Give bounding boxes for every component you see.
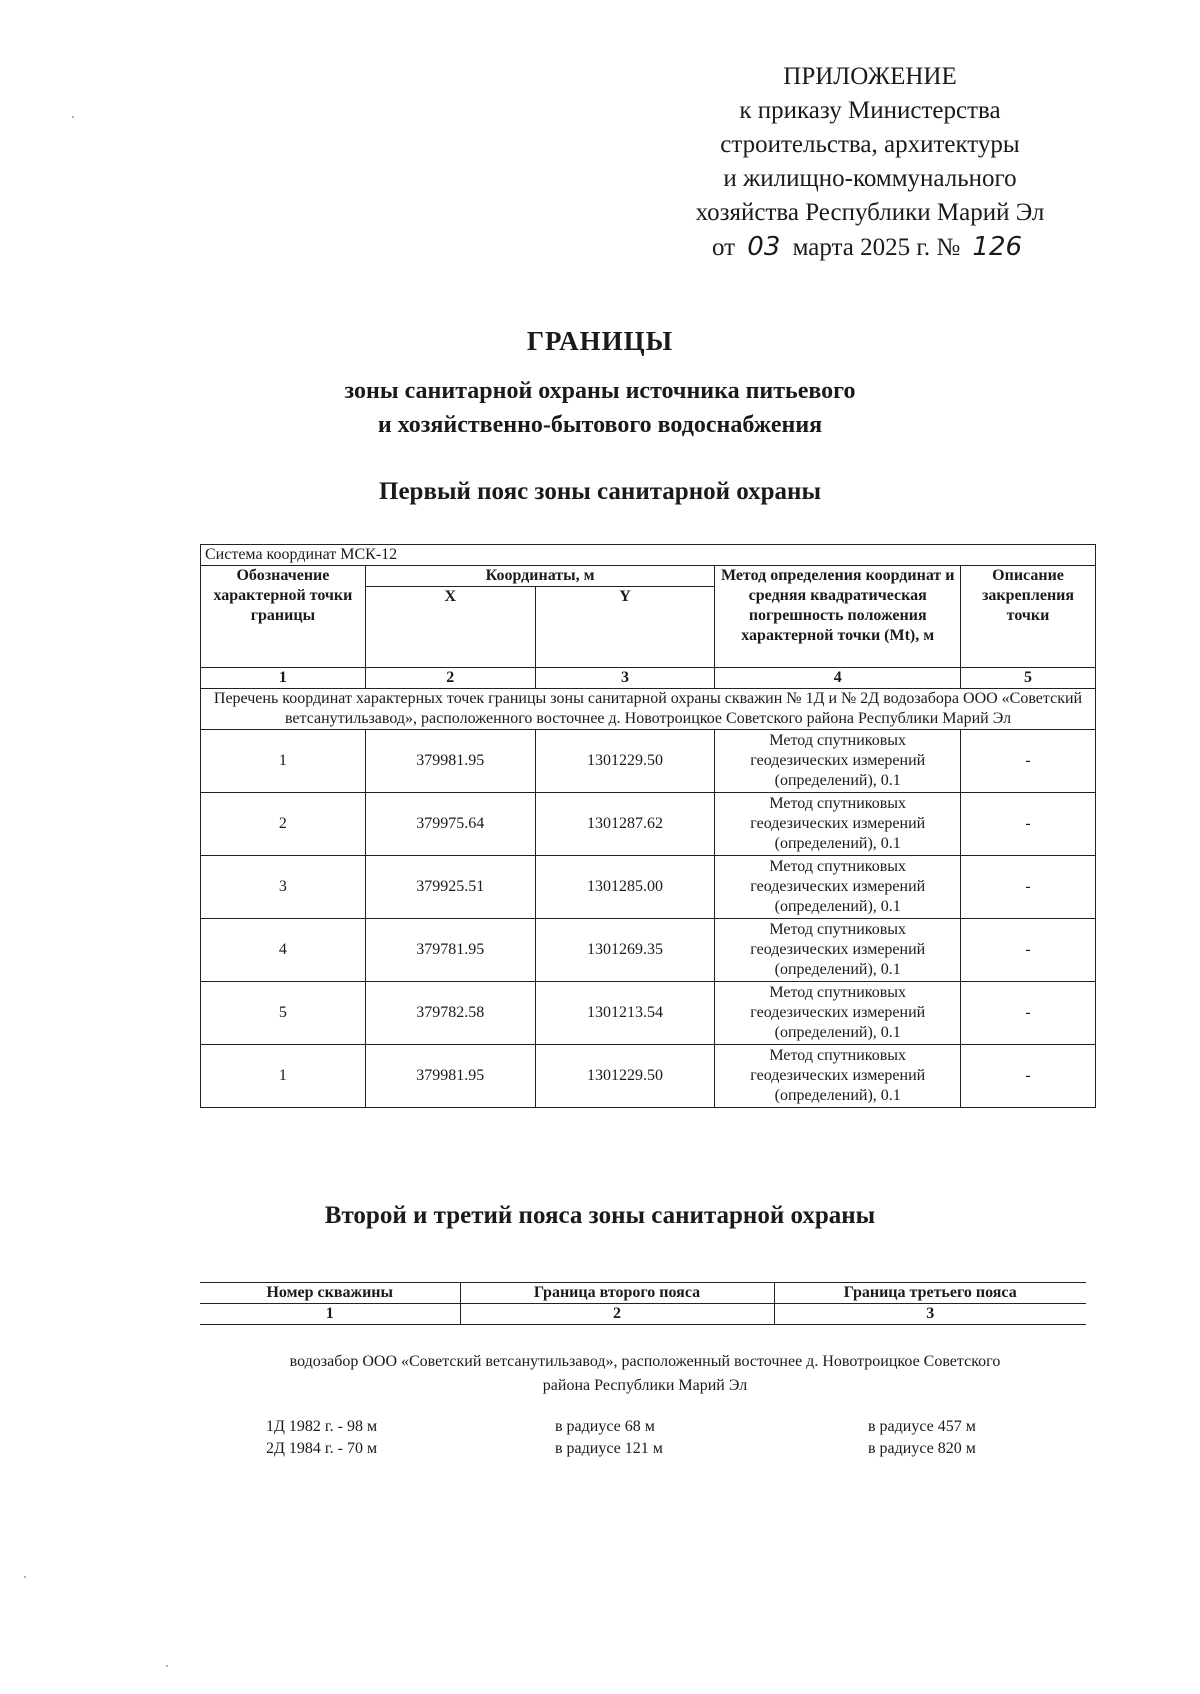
second-belt-cell: в радиусе 68 м (555, 1418, 655, 1435)
scan-speck (166, 1665, 168, 1667)
header-method: Метод определения координат и средняя квадратическая погрешность положения характерной точки (Mt), м (715, 566, 961, 668)
second-belt-cell: в радиусе 121 м (555, 1440, 663, 1457)
scan-speck (72, 116, 74, 118)
header-second-belt: Граница второго пояса (460, 1283, 774, 1304)
appendix-line: хозяйства Республики Марий Эл (695, 199, 1045, 226)
table-row: 2 379975.64 1301287.62 Метод спутниковых геодезических измерений (определений), 0.1 - (201, 793, 1096, 856)
table-row: 1 379981.95 1301229.50 Метод спутниковых геодезических измерений (определений), 0.1 - (201, 730, 1096, 793)
header-point: Обозначение характерной точки границы (201, 566, 366, 668)
section-title-first-belt: Первый пояс зоны санитарной охраны (379, 478, 821, 505)
third-belt-cell: в радиусе 820 м (868, 1440, 976, 1457)
header-x: X (365, 587, 535, 668)
table-row: 3 379925.51 1301285.00 Метод спутниковых геодезических измерений (определений), 0.1 - (201, 856, 1096, 919)
coordinates-table (200, 544, 1096, 1108)
table-row: 5 379782.58 1301213.54 Метод спутниковых геодезических измерений (определений), 0.1 - (201, 982, 1096, 1045)
table-row: 1 379981.95 1301229.50 Метод спутниковых геодезических измерений (определений), 0.1 - (201, 1045, 1096, 1108)
date-rest: марта 2025 г. № (792, 234, 961, 261)
third-belt-cell: в радиусе 457 м (868, 1418, 976, 1435)
document-subtitle: зоны санитарной охраны источника питьевого и хозяйственно-бытового водоснабжения (344, 378, 856, 438)
date-prefix: от (711, 234, 736, 261)
appendix-line: строительства, архитектуры (720, 131, 1020, 158)
coordinate-system: Система координат МСК-12 (201, 545, 1096, 566)
handwritten-number: 126 (972, 232, 1023, 262)
section-note: Перечень координат характерных точек границы зоны санитарной охраны скважин № 1Д и № 2Д водозабора ООО «Советский ветсанутильзавод», расположенного восточнее д. Новотроицкое Советского района Республики Марий Эл (201, 689, 1096, 730)
header-fixing: Описание закрепления точки (961, 566, 1096, 668)
well-cell: 1Д 1982 г. - 98 м (266, 1418, 378, 1435)
handwritten-day: 03 (747, 232, 781, 262)
scan-speck (24, 1576, 26, 1578)
appendix-date-line (640, 230, 1100, 265)
belts-table (200, 1282, 1086, 1325)
header-third-belt: Граница третьего пояса (774, 1283, 1086, 1304)
appendix-title: ПРИЛОЖЕНИЕ (783, 63, 957, 90)
belts-header-row (200, 1283, 1086, 1304)
table-row: 4 379781.95 1301269.35 Метод спутниковых геодезических измерений (определений), 0.1 - (201, 919, 1096, 982)
document-title: ГРАНИЦЫ (526, 326, 674, 356)
appendix-header (640, 60, 1100, 265)
header-coords: Координаты, м (365, 566, 715, 587)
section-title-second-third-belt: Второй и третий пояса зоны санитарной охраны (324, 1202, 876, 1229)
header-well: Номер скважины (200, 1283, 460, 1304)
column-numbers-row: 1 2 3 4 5 (201, 668, 1096, 689)
intake-description: водозабор ООО «Советский ветсанутильзавод», расположенный восточнее д. Новотроицкое Советского района Республики Марий Эл (289, 1353, 1001, 1394)
well-cell: 2Д 1984 г. - 70 м (266, 1440, 378, 1457)
appendix-line: и жилищно-коммунального (723, 165, 1017, 192)
belts-column-numbers: 1 2 3 (200, 1304, 1086, 1325)
appendix-line: к приказу Министерства (739, 97, 1001, 124)
header-y: Y (535, 587, 715, 668)
